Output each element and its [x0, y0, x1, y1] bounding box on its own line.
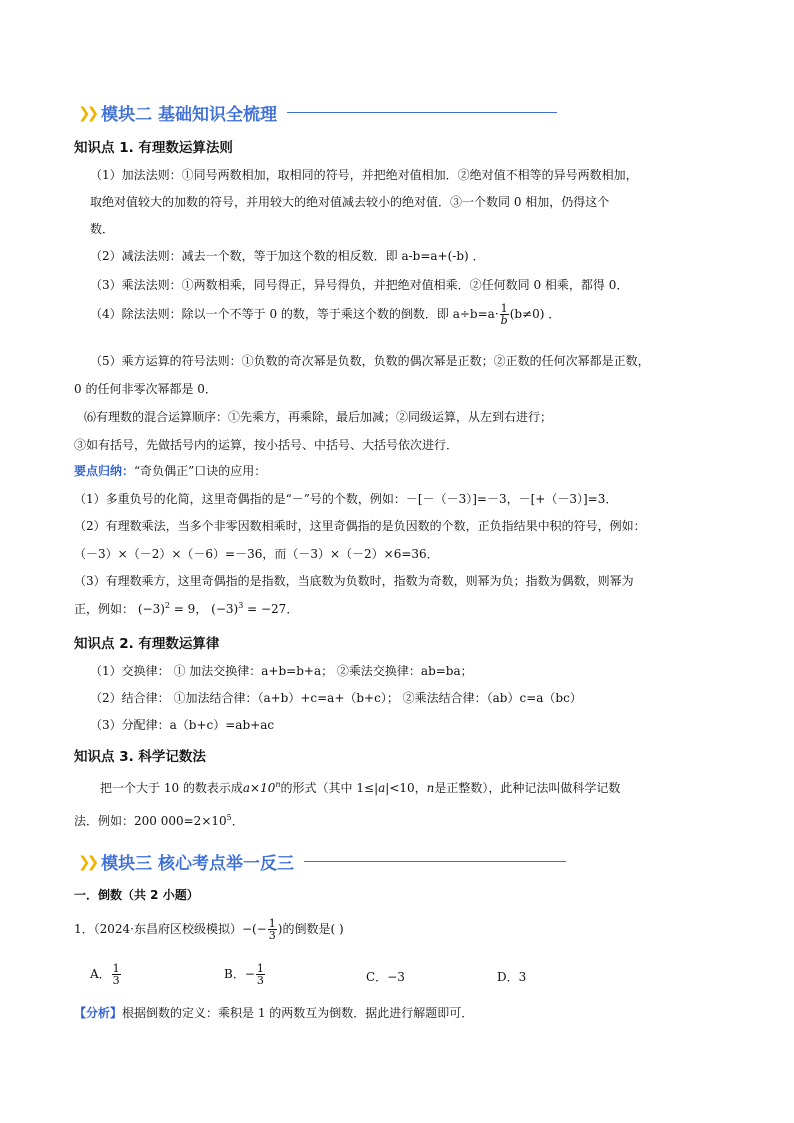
double-chevron-icon: ❯❯ — [78, 852, 96, 871]
option-fraction — [256, 963, 265, 986]
summary-line: （2）有理数乘法，当多个非零因数相乘时，这里奇偶指的是负因数的个数，正负指结果中积的符号，例如： — [74, 519, 646, 533]
kp3-expression: a×10 — [242, 781, 276, 795]
analysis — [74, 1004, 473, 1021]
summary-text: “奇负偶正”口诀的应用： — [134, 464, 267, 478]
kp3-text: 把一个大于 10 的数表示成 — [100, 781, 243, 795]
analysis-text: 根据倒数的定义：乘积是 1 的两数互为倒数．据此进行解题即可． — [122, 1006, 474, 1020]
fraction-numerator: 1 — [256, 962, 264, 975]
kp3-text: 是正整数），此种记法叫做科学记数 — [434, 781, 621, 795]
section1-title: 一．倒数（共 2 小题） — [74, 888, 199, 902]
kp1-line: （3）乘法法则：①两数相乘，同号得正，异号得负，并把绝对值相乘．②任何数同 0 相乘，都得 0． — [90, 278, 629, 292]
option-b[interactable] — [224, 963, 266, 986]
kp3-abs-value: |a| — [374, 781, 390, 795]
fraction-numerator: 1 — [500, 302, 508, 315]
summary-label: 要点归纳： — [74, 464, 135, 478]
kp1-title: 知识点 1. 有理数运算法则 — [74, 140, 233, 156]
module3-rule — [304, 861, 566, 862]
example-base: (−3) — [211, 602, 239, 616]
kp2-title: 知识点 2. 有理数运算律 — [74, 636, 220, 652]
kp2-line: （2）结合律： ①加法结合律：（a+b）+c=a+（b+c）； ②乘法结合律：（ab）c=a（bc） — [90, 691, 582, 705]
kp1-division-rule — [90, 303, 560, 326]
division-rule-text: （4）除法法则：除以一个不等于 0 的数，等于乘这个数的倒数．即 a÷b=a· — [90, 307, 499, 321]
question-fraction — [268, 918, 277, 941]
question-text: )的倒数是( ) — [277, 922, 344, 936]
kp1-line: （2）减法法则：减去一个数，等于加这个数的相反数．即 a-b=a+(-b) ． — [90, 249, 485, 263]
kp1-line: （5）乘方运算的符号法则：①负数的奇次幂是负数，负数的偶次幂是正数；②正数的任何次幂都是正数， — [90, 354, 650, 368]
kp1-line: （1）加法法则：①同号两数相加，取相同的符号，并把绝对值相加．②绝对值不相等的异号两数相加， — [90, 168, 638, 182]
module3-heading — [78, 849, 566, 874]
kp3-exponent: 5 — [226, 813, 232, 822]
summary-line: （－3）×（－2）×（－6）=－36，而（－3）×（－2）×6=36． — [74, 547, 439, 561]
kp2-line: （1）交换律： ① 加法交换律：a+b=b+a； ②乘法交换律：ab=ba； — [90, 664, 473, 678]
kp3-line1 — [100, 779, 620, 796]
kp2-line: （3）分配律：a（b+c）=ab+ac — [90, 718, 275, 732]
option-a[interactable] — [90, 963, 122, 986]
fraction-denominator: b — [500, 314, 508, 327]
example-prefix: 正，例如： — [74, 602, 135, 616]
fraction-numerator: 1 — [112, 962, 120, 975]
module2-rule — [287, 112, 557, 113]
option-fraction — [112, 963, 121, 986]
question-1-stem — [74, 918, 344, 941]
analysis-label: 【分析】 — [74, 1006, 123, 1020]
fraction-denominator: 3 — [112, 974, 120, 987]
kp1-line: ⑹有理数的混合运算顺序：①先乘方，再乘除，最后加减；②同级运算，从左到右进行； — [84, 410, 553, 424]
option-sign: − — [244, 967, 255, 981]
kp3-text: 的形式（其中 1≤ — [280, 781, 375, 795]
option-c[interactable] — [366, 968, 405, 985]
fraction-denominator: 3 — [256, 974, 264, 987]
example-result: = −27． — [243, 602, 299, 616]
kp3-exponent: n — [275, 780, 281, 789]
example-exponent: 2 — [164, 601, 170, 610]
kp1-line: ③如有括号，先做括号内的运算，按小括号、中括号、大括号依次进行． — [74, 438, 459, 452]
division-fraction — [500, 303, 509, 326]
option-d[interactable] — [497, 968, 526, 985]
example-exponent: 3 — [238, 601, 244, 610]
fraction-denominator: 3 — [268, 929, 276, 942]
summary-line: （3）有理数乘方，这里奇偶指的是指数，当底数为负数时，指数为奇数，则幂为负；指数为偶数，则幂为 — [74, 574, 634, 588]
kp3-title: 知识点 3. 科学记数法 — [74, 749, 206, 765]
kp3-line2 — [74, 812, 244, 829]
kp3-example: 法．例如：200 000=2×10 — [74, 814, 227, 828]
option-label: A． — [90, 967, 111, 981]
example-1 — [138, 602, 207, 616]
kp1-line: 取绝对值较大的加数的符号，并用较大的绝对值减去较小的绝对值．③一个数同 0 相加，仍得这个 — [90, 195, 610, 209]
option-label: C． — [366, 970, 388, 984]
example-base: (−3) — [137, 602, 165, 616]
summary-example-line — [74, 600, 298, 617]
option-label: B． — [224, 967, 245, 981]
fraction-numerator: 1 — [268, 917, 276, 930]
kp1-line: 0 的任何非零次幂都是 0． — [74, 382, 217, 396]
summary-line: （1）多重负号的化简，这里奇偶指的是“－”号的个数，例如：－[－（－3）]=－3，－[+（－3）]=3． — [74, 492, 618, 506]
module2-heading — [78, 100, 557, 125]
division-rule-suffix: (b≠0) ． — [509, 307, 561, 321]
option-label: D． — [497, 970, 519, 984]
kp3-text: <10， — [389, 781, 427, 795]
kp3-variable: n — [426, 781, 435, 795]
double-chevron-icon: ❯❯ — [78, 103, 96, 122]
option-value: −3 — [387, 970, 405, 984]
summary-heading — [74, 462, 266, 479]
option-value: 3 — [518, 970, 527, 984]
example-result: = 9， — [170, 602, 208, 616]
kp1-line: 数． — [90, 222, 115, 236]
module3-title: 模块三 核心考点举一反三 — [101, 854, 295, 874]
example-2 — [211, 602, 298, 616]
question-text: 1．（2024·东昌府区校级模拟）−(− — [74, 922, 267, 936]
kp3-text: ． — [231, 814, 244, 828]
module2-title: 模块二 基础知识全梳理 — [101, 105, 278, 125]
